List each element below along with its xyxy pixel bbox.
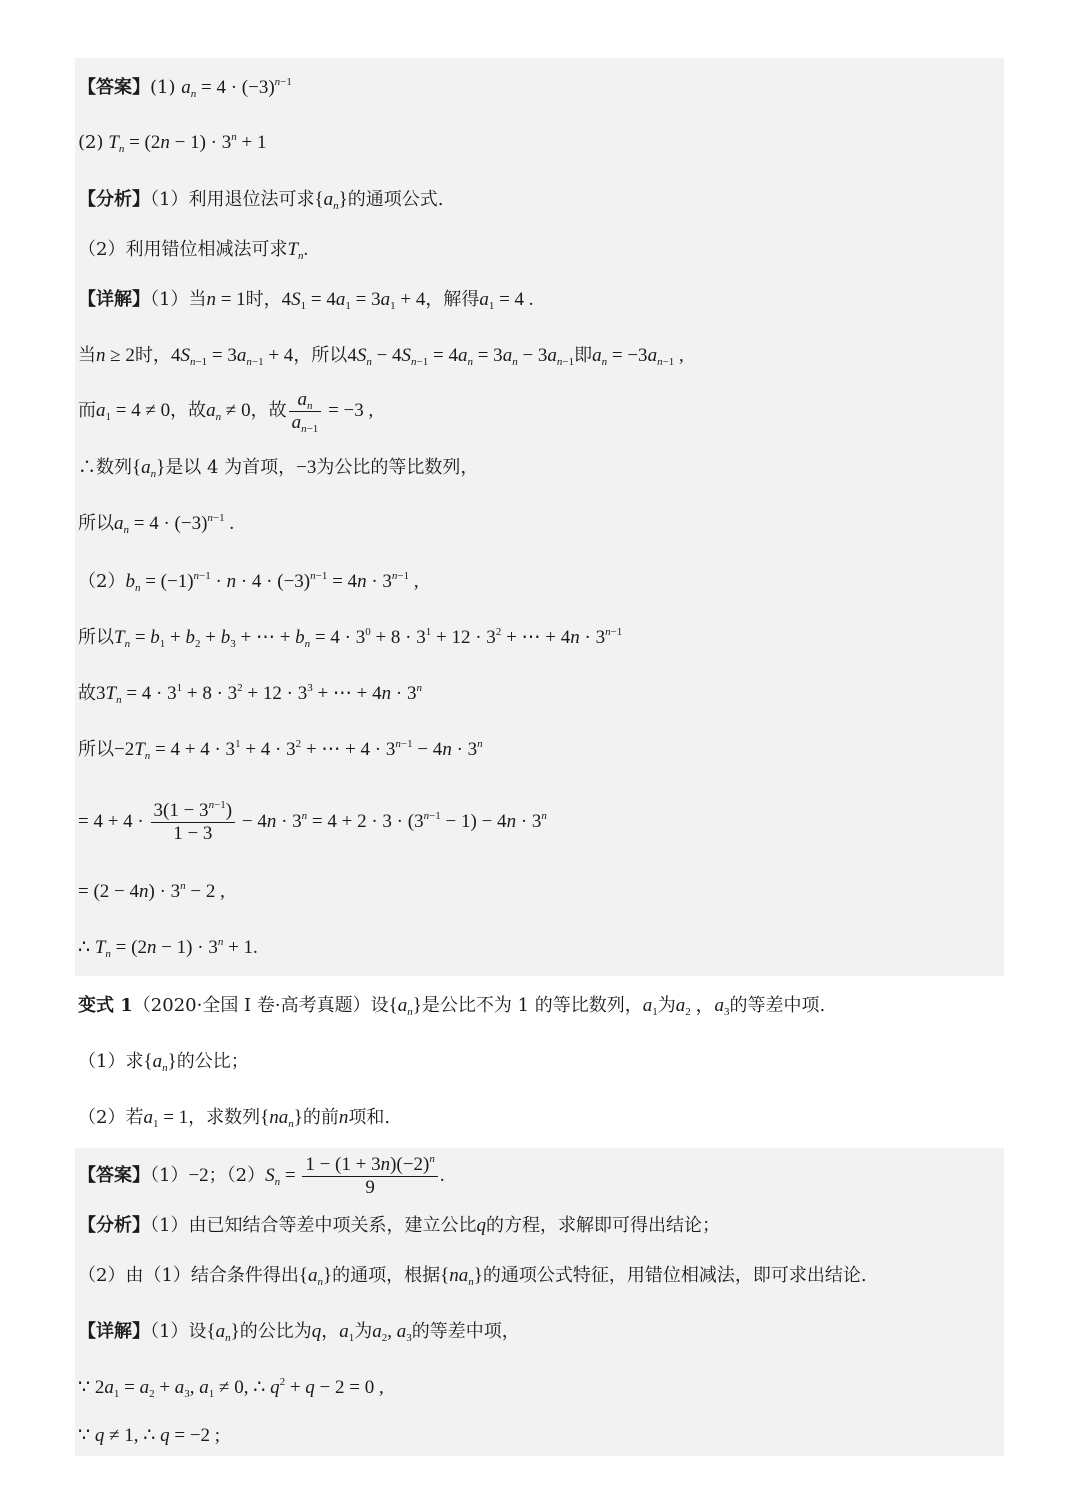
variant-label: 变式 1: [78, 995, 133, 1016]
text: 所以: [78, 627, 114, 648]
answer-label: 【答案】: [78, 77, 150, 98]
text: 的通项，根据: [332, 1265, 441, 1286]
text: （2）: [78, 571, 126, 592]
text: 的等差中项.: [729, 995, 826, 1016]
text: 为: [354, 1321, 373, 1342]
detail-line-1: 【详解】（1）当n = 1时，$4S_1 = 4a_1 = 3a_1 + 4$，解得$a_1 = 4$ .: [78, 289, 534, 312]
text: ，所以: [293, 345, 348, 366]
text: ，故: [250, 400, 287, 421]
analysis-line-4: （2）由（1）结合条件得出$\{a_n\}$的通项，根据$\{na_n\}$的通项公式特征，用错位相减法，即可求出结论.: [78, 1265, 867, 1288]
analysis-label: 【分析】: [78, 189, 150, 210]
fraction: $\frac{3(1 - 3^{n-1})}{1 - 3}$: [151, 800, 236, 845]
detail-line-14: ∵ $2a_1 = a_2 + a_3$, $a_1 \ne 0$, ∴ $q^2 + q - 2 = 0$ ,: [78, 1376, 384, 1400]
analysis-line-3: 【分析】（1）由已知结合等差中项关系，建立公比q的方程，求解即可得出结论；: [78, 1215, 720, 1236]
text: ，: [321, 1321, 340, 1342]
text: 所以: [78, 739, 114, 760]
fraction: $\frac{a_n}{a_{n-1}}$: [289, 389, 322, 434]
text: 时，: [134, 345, 171, 366]
text: 为公比的等比数列，: [316, 457, 479, 478]
text: 所以: [78, 513, 114, 534]
text: ，求数列: [188, 1107, 261, 1128]
text: （2）利用错位相减法可求: [78, 239, 288, 260]
fraction: $\frac{1 - (1 + 3n)(-2)^n}{9}$: [302, 1154, 437, 1199]
text: 的通项公式特征，用错位相减法，即可求出结论.: [482, 1265, 867, 1286]
text: ，解得: [425, 289, 480, 310]
text: 的方程，求解即可得出结论；: [485, 1215, 720, 1236]
text: 当: [78, 345, 96, 366]
text: 的前: [302, 1107, 339, 1128]
text: （1）当: [150, 289, 207, 310]
question-part-1: （1）求$\{a_n\}$的公比；: [78, 1051, 249, 1074]
detail-line-3: 而$a_1 = 4 \ne 0$，故$a_n \ne 0$，故 $\frac{a_n}{a_{n-1}}$ = −3 ,: [78, 388, 374, 435]
text: ∴数列: [78, 457, 132, 478]
analysis-label: 【分析】: [78, 1215, 150, 1236]
detail-line-4: ∴数列$\{a_n\}$是以 4 为首项，−3为公比的等比数列，: [78, 457, 479, 480]
text: （1）: [150, 1165, 189, 1186]
detail-line-5: 所以$a_n = 4 \cdot (-3)^{n-1}$ .: [78, 512, 235, 536]
text: （1）利用退位法可求: [150, 189, 315, 210]
detail-line-9: 所以$-2T_n = 4 + 4 \cdot 3^1 + 4 \cdot 3^2$ + ⋯ + $4 \cdot 3^{n-1} - 4n \cdot 3^n$: [78, 738, 483, 762]
detail-label: 【详解】: [78, 289, 150, 310]
detail-line-15: ∵ q ≠ 1, ∴ q = −2 ;: [78, 1425, 221, 1446]
text: 设: [370, 995, 389, 1016]
text: 的等差中项，: [411, 1321, 520, 1342]
part-label: (2): [78, 132, 104, 153]
text: 是以 4 为首项，: [165, 457, 297, 478]
detail-line-6: $(2)b_n = (-1)^{n-1} \cdot n \cdot 4 \cdot (-3)^{n-1} = 4n \cdot 3^{n-1}$ ,: [78, 570, 419, 594]
detail-line-12: ∴ $T_n = (2n - 1) \cdot 3^n + 1$.: [78, 936, 258, 960]
text: ，故: [170, 400, 207, 421]
answer-line-3: 【答案】（1）−2；$(2)S_n$ = $\frac{1 - (1 + 3n)(-2)^n}{9}$ .: [78, 1152, 445, 1198]
answer-line-2: (2) $T_n = (2n - 1) \cdot 3^n + 1$: [78, 131, 267, 155]
text: （1）求: [78, 1051, 144, 1072]
text: 的通项公式.: [347, 189, 444, 210]
text: 时，: [245, 289, 282, 310]
text: （1）由已知结合等差中项关系，建立公比: [150, 1215, 477, 1236]
analysis-line-2: （2）利用错位相减法可求$T_n$.: [78, 239, 309, 262]
text: 是公比不为 1 的等比数列，: [421, 995, 643, 1016]
text: 为: [657, 995, 676, 1016]
answer-line-1: 【答案】(1) $a_n = 4 \cdot (-3)^{n-1}$: [78, 76, 292, 100]
question-part-2: （2）若$a_1 = 1$，求数列$\{na_n\}$的前n项和.: [78, 1107, 391, 1130]
text: 故: [78, 683, 96, 704]
detail-line-7: 所以$T_n = b_1 + b_2 + b_3$ + ⋯ + $b_n = 4 \cdot 3^0 + 8 \cdot 3^1 + 12 \cdot 3^2$ + ⋯ + $4n \cdot 3^{n-1}$: [78, 626, 623, 650]
detail-line-11: = $(2 - 4n) \cdot 3^n - 2$ ,: [78, 880, 225, 902]
detail-line-10: = 4 + 4 · $\frac{3(1 - 3^{n-1})}{1 - 3}$ − $4n \cdot 3^n = 4 + 2 \cdot 3 \cdot (3^{n-1} - 1) - 4n \cdot 3^n$: [78, 798, 547, 844]
detail-line-8: 故$3T_n = 4 \cdot 3^1 + 8 \cdot 3^2 + 12 \cdot 3^3$ + ⋯ + $4n \cdot 3^n$: [78, 682, 422, 706]
text: （2）若: [78, 1107, 144, 1128]
text: 而: [78, 400, 96, 421]
part-label: (1): [150, 77, 176, 98]
text: 项和.: [348, 1107, 391, 1128]
detail-line-2: 当n ≥ 2时，$4S_{n-1} = 3a_{n-1} + 4$，所以$4S_n - 4S_{n-1} = 4a_n = 3a_n - 3a_{n-1}$即$a_n = -3a_{n-1}$ ,: [78, 345, 684, 368]
answer-label: 【答案】: [78, 1165, 150, 1186]
text: （1）设: [150, 1321, 207, 1342]
detail-line-13: 【详解】（1）设$\{a_n\}$的公比为q，$a_1$为$a_2$, $a_3$的等差中项，: [78, 1321, 520, 1344]
text: （2）由（1）结合条件得出: [78, 1265, 299, 1286]
analysis-line-1: 【分析】（1）利用退位法可求$\{a_n\}$的通项公式.: [78, 189, 444, 212]
text: 的公比；: [176, 1051, 249, 1072]
variant-question: 变式 1（2020·全国 I 卷·高考真题）设$\{a_n\}$是公比不为 1 的等比数列，$a_1$为$a_2$ ，$a_3$的等差中项.: [78, 995, 826, 1018]
detail-label: 【详解】: [78, 1321, 150, 1342]
text: ；（2）: [208, 1165, 266, 1186]
text: 的公比为: [239, 1321, 312, 1342]
text: 即: [574, 345, 593, 366]
variant-source: （2020·全国 I 卷·高考真题）: [132, 995, 371, 1016]
